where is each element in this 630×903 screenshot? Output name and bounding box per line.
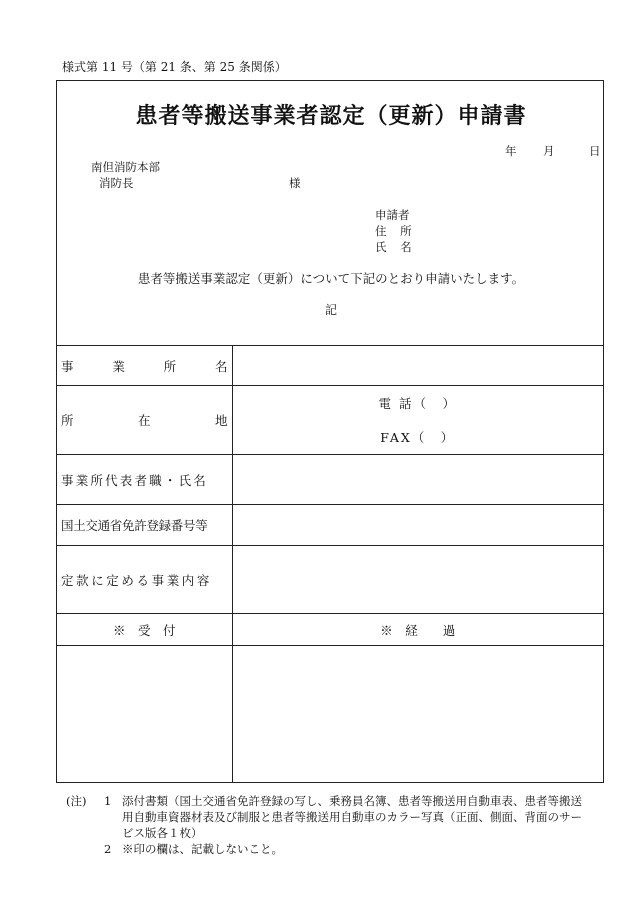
form-title: 患者等搬送事業者認定（更新）申請書 <box>135 103 527 129</box>
reception-header: ※ 受 付 <box>57 614 232 646</box>
progress-header: ※ 経 過 <box>232 614 603 646</box>
note-item <box>66 793 592 841</box>
application-statement: 患者等搬送事業認定（更新）について下記のとおり申請いたします。 <box>137 271 525 286</box>
reception-box <box>57 646 232 783</box>
applicant-label: 申請者 <box>375 208 410 222</box>
office-name-field[interactable] <box>232 346 603 386</box>
license-row <box>57 505 603 546</box>
ki-marker: 記 <box>324 303 337 317</box>
footer-header-row <box>57 614 603 646</box>
representative-label: 事業所代表者職・氏名 <box>57 455 232 505</box>
applicant-name-label: 氏 名 <box>375 240 417 254</box>
location-label: 所 在 地 <box>57 386 232 455</box>
progress-box <box>232 646 603 783</box>
date-year-label: 年 <box>505 144 517 158</box>
representative-field[interactable] <box>232 455 603 505</box>
fax-label: FAX（ ） <box>380 430 456 445</box>
date-day-label: 日 <box>589 144 601 158</box>
addressee-title: 消防長 <box>99 176 134 190</box>
license-label: 国土交通省免許登録番号等 <box>57 505 232 546</box>
addressee-honorific: 様 <box>289 176 301 190</box>
note-item <box>66 841 592 857</box>
applicant-address-label: 住 所 <box>375 224 417 238</box>
note-number: 2 <box>104 842 112 856</box>
date-month-label: 月 <box>543 144 555 158</box>
addressee-organization: 南但消防本部 <box>91 160 160 174</box>
office-name-row <box>57 346 603 386</box>
note-number: 1 <box>104 794 112 808</box>
location-row <box>57 386 603 455</box>
form-number-label: 様式第 11 号（第 21 条、第 25 条関係） <box>62 60 287 74</box>
representative-row <box>57 455 603 505</box>
license-field[interactable] <box>232 505 603 546</box>
phone-label: 電 話（ ） <box>378 396 457 411</box>
notes-section <box>66 793 592 857</box>
application-table <box>57 345 603 783</box>
articles-field[interactable] <box>232 546 603 614</box>
note-text: ※印の欄は、記載しないこと。 <box>122 842 283 856</box>
notes-mark: (注) <box>66 794 87 808</box>
articles-label: 定款に定める事業内容 <box>57 546 232 614</box>
note-text: 添付書類（国土交通省免許登録の写し、乗務員名簿、患者等搬送用自動車表、患者等搬送用自動車資器材表及び制服と患者等搬送用自動車のカラー写真（正面、側面、背面のサービス版各１枚） <box>122 794 582 840</box>
footer-body-row <box>57 646 603 783</box>
office-name-label: 事 業 所 名 <box>57 346 232 386</box>
location-field[interactable] <box>232 386 603 455</box>
application-form-frame <box>56 80 604 783</box>
articles-row <box>57 546 603 614</box>
